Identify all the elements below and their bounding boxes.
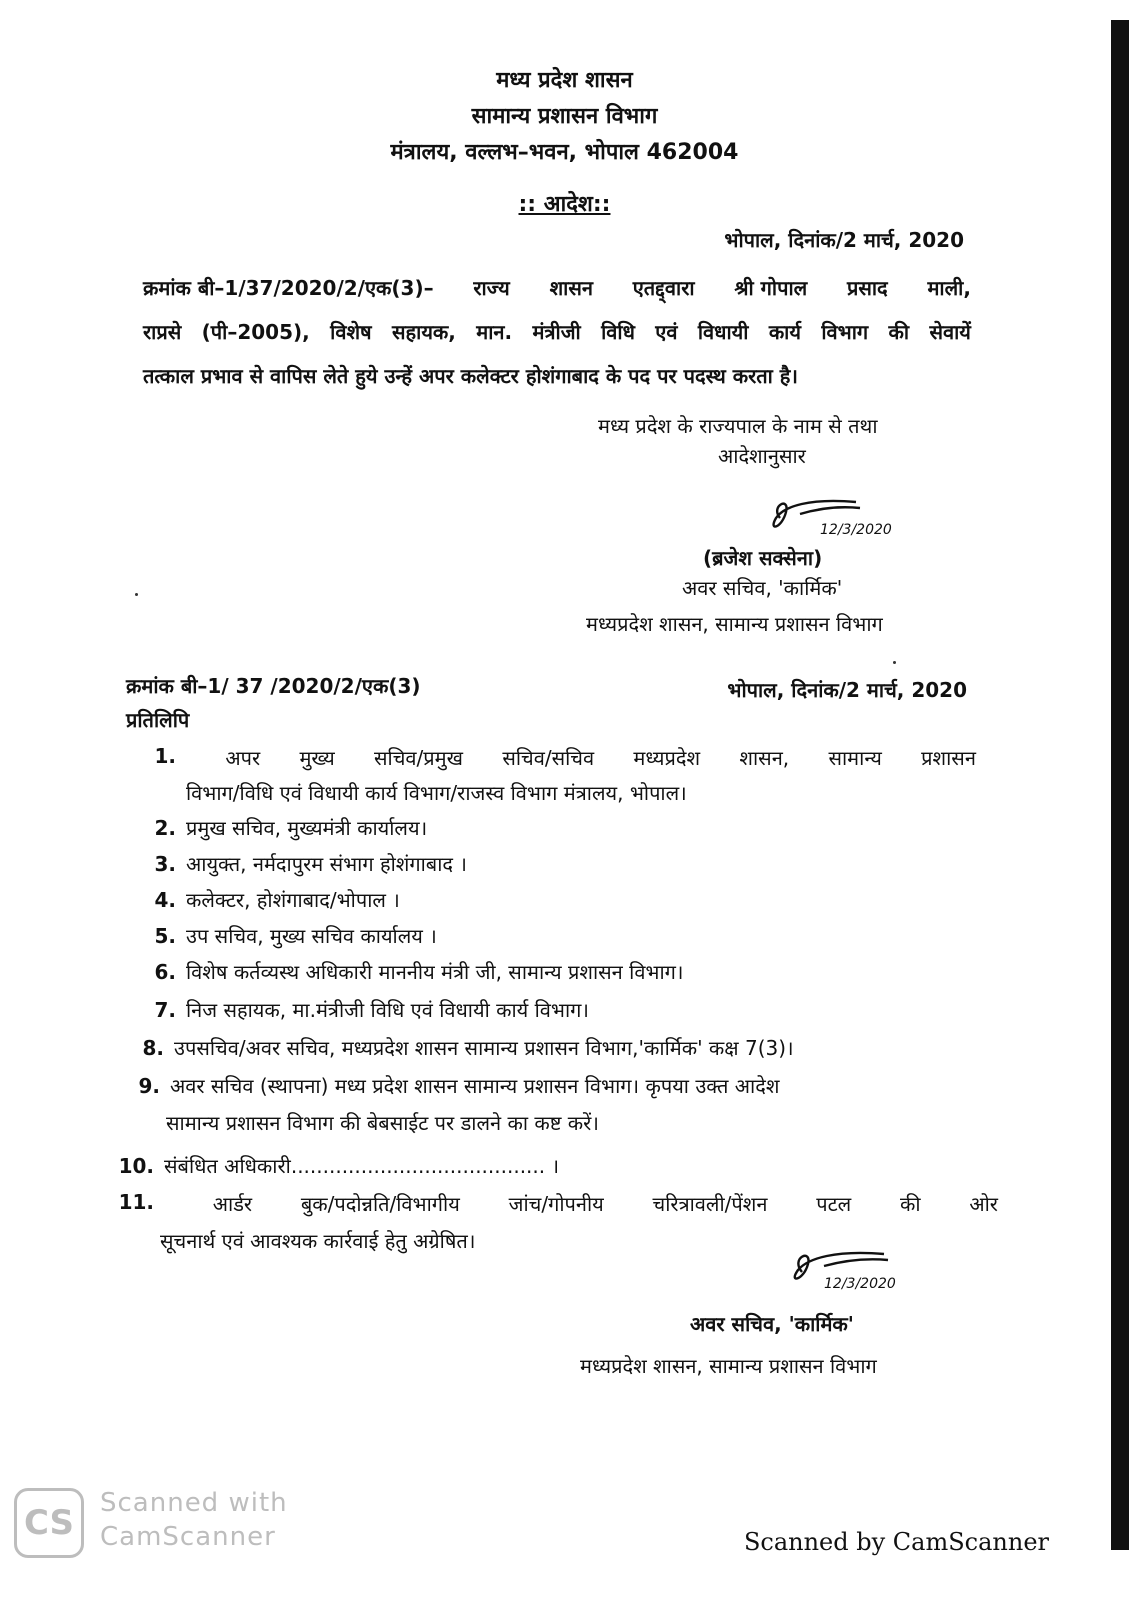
copy-item-9 — [124, 1072, 779, 1136]
order-ref-number: क्रमांक बी–1/37/2020/2/एक(3)– — [143, 276, 434, 300]
word: विभाग — [821, 320, 869, 344]
signature-1-date: 12/3/2020 — [820, 522, 892, 538]
item-text: कलेक्टर, होशंगाबाद/भोपाल । — [186, 888, 400, 912]
copy-item-11-line-2: सूचनार्थ एवं आवश्यक कार्रवाई हेतु अग्रेषित। — [160, 1229, 476, 1253]
authority-line-1: मध्य प्रदेश के राज्यपाल के नाम से तथा — [598, 414, 878, 438]
signature-2-date: 12/3/2020 — [824, 1276, 896, 1292]
word: जांच/गोपनीय — [508, 1192, 604, 1216]
watermark-line-2: CamScanner — [100, 1522, 276, 1552]
copy-item-7 — [140, 996, 589, 1023]
word: पटल — [816, 1192, 852, 1216]
scanned-by-footer: Scanned by CamScanner — [743, 1528, 1049, 1556]
order-para-line-1 — [143, 266, 971, 310]
word: एवं — [655, 320, 678, 344]
item-number: 11. — [118, 1190, 154, 1214]
signatory-name: (ब्रजेश सक्सेना) — [703, 546, 823, 570]
word: विधि — [601, 320, 635, 344]
authority-line-2: आदेशानुसार — [718, 444, 806, 468]
copy-heading: प्रतिलिपि — [126, 708, 190, 732]
word: सचिव/प्रमुख — [374, 746, 463, 770]
copy-signatory-title: अवर सचिव, 'कार्मिक' — [690, 1312, 854, 1336]
signatory-department: मध्यप्रदेश शासन, सामान्य प्रशासन विभाग — [586, 612, 883, 636]
copy-item-5 — [140, 922, 437, 949]
word: आर्डर — [212, 1192, 253, 1216]
copy-item-8 — [128, 1034, 794, 1061]
camscanner-watermark — [100, 1486, 288, 1554]
item-text: संबंधित अधिकारी........................................ । — [164, 1154, 560, 1178]
copy-item-1-line-2: विभाग/विधि एवं विधायी कार्य विभाग/राजस्व विभाग मंत्रालय, भोपाल। — [186, 781, 687, 805]
word: मंत्रीजी — [532, 320, 581, 344]
watermark-line-1: Scanned with — [100, 1488, 288, 1518]
word: कार्य — [768, 320, 801, 344]
order-para-line-2 — [143, 310, 971, 354]
officer-name: श्री गोपाल — [734, 276, 808, 300]
signatory-title: अवर सचिव, 'कार्मिक' — [682, 576, 843, 600]
scan-speck — [135, 593, 138, 596]
item-text: निज सहायक, मा.मंत्रीजी विधि एवं विधायी कार्य विभाग। — [186, 998, 589, 1022]
item-text: प्रमुख सचिव, मुख्यमंत्री कार्यालय। — [186, 816, 428, 840]
item-text: उपसचिव/अवर सचिव, मध्यप्रदेश शासन सामान्य प्रशासन विभाग,'कार्मिक' कक्ष 7(3)। — [174, 1036, 794, 1060]
item-number: 5. — [154, 924, 176, 948]
signature-2 — [780, 1238, 910, 1298]
word: सचिव/सचिव — [502, 746, 595, 770]
word: ओर — [969, 1192, 998, 1216]
word: चरित्रावली/पेंशन — [652, 1192, 768, 1216]
word: बुक/पदोन्नति/विभागीय — [300, 1192, 460, 1216]
copy-item-1 — [140, 744, 976, 806]
header-address: मंत्रालय, वल्लभ–भवन, भोपाल 462004 — [390, 140, 739, 165]
copy-signatory-department: मध्यप्रदेश शासन, सामान्य प्रशासन विभाग — [580, 1354, 877, 1378]
word: शासन, — [739, 746, 790, 770]
order-paragraph — [143, 266, 971, 398]
item-number: 4. — [154, 888, 176, 912]
word: राज्य — [473, 276, 510, 300]
word: माली, — [927, 276, 971, 300]
word: मान. — [476, 320, 513, 344]
item-number: 6. — [154, 960, 176, 984]
item-number: 3. — [154, 852, 176, 876]
item-text: विशेष कर्तव्यस्थ अधिकारी माननीय मंत्री जी, सामान्य प्रशासन विभाग। — [186, 960, 684, 984]
order-para-line-3: तत्काल प्रभाव से वापिस लेते हुये उन्हें अपर कलेक्टर होशंगाबाद के पद पर पदस्थ करता है। — [143, 364, 799, 388]
item-text: अवर सचिव (स्थापना) मध्य प्रदेश शासन सामान्य प्रशासन विभाग। कृपया उक्त आदेश — [170, 1074, 780, 1098]
item-number: 10. — [118, 1154, 154, 1178]
word: अपर — [225, 746, 261, 770]
word: मुख्य — [299, 746, 335, 770]
copy-date: भोपाल, दिनांक/2 मार्च, 2020 — [727, 678, 967, 702]
word: की — [900, 1192, 921, 1216]
word: राप्रसे — [143, 320, 182, 344]
header-department: सामान्य प्रशासन विभाग — [471, 104, 658, 129]
word: मध्यप्रदेश — [633, 746, 701, 770]
copy-item-2 — [140, 814, 427, 841]
item-number: 1. — [154, 744, 176, 768]
word: (पी–2005), — [201, 320, 310, 344]
copy-item-9-line-2: सामान्य प्रशासन विभाग की बेबसाईट पर डालने का कष्ट करें। — [166, 1111, 599, 1135]
scan-dark-edge — [1111, 20, 1129, 1550]
word: प्रसाद — [846, 276, 888, 300]
scan-speck — [893, 661, 896, 664]
camscanner-logo: CS — [14, 1488, 84, 1558]
word: प्रशासन — [921, 746, 976, 770]
item-text: आयुक्त, नर्मदापुरम संभाग होशंगाबाद । — [186, 852, 467, 876]
copy-item-3 — [140, 850, 467, 877]
order-date: भोपाल, दिनांक/2 मार्च, 2020 — [724, 228, 964, 252]
copy-item-10 — [118, 1152, 559, 1179]
item-number: 8. — [142, 1036, 164, 1060]
item-number: 2. — [154, 816, 176, 840]
item-text: उप सचिव, मुख्य सचिव कार्यालय । — [186, 924, 437, 948]
word: विशेष — [330, 320, 372, 344]
word: सहायक, — [392, 320, 456, 344]
order-title: :: आदेश:: — [518, 192, 611, 217]
copy-ref-number: क्रमांक बी–1/ 37 /2020/2/एक(3) — [126, 674, 421, 698]
word: सेवायें — [929, 320, 971, 344]
header-government: मध्य प्रदेश शासन — [496, 68, 633, 93]
copy-item-6 — [140, 958, 684, 985]
word: सामान्य — [828, 746, 882, 770]
word: विधायी — [697, 320, 749, 344]
word: की — [888, 320, 910, 344]
item-number: 7. — [154, 998, 176, 1022]
word: शासन — [549, 276, 593, 300]
word: एतद्द्वारा — [632, 276, 695, 300]
item-number: 9. — [138, 1074, 160, 1098]
copy-item-4 — [140, 886, 400, 913]
